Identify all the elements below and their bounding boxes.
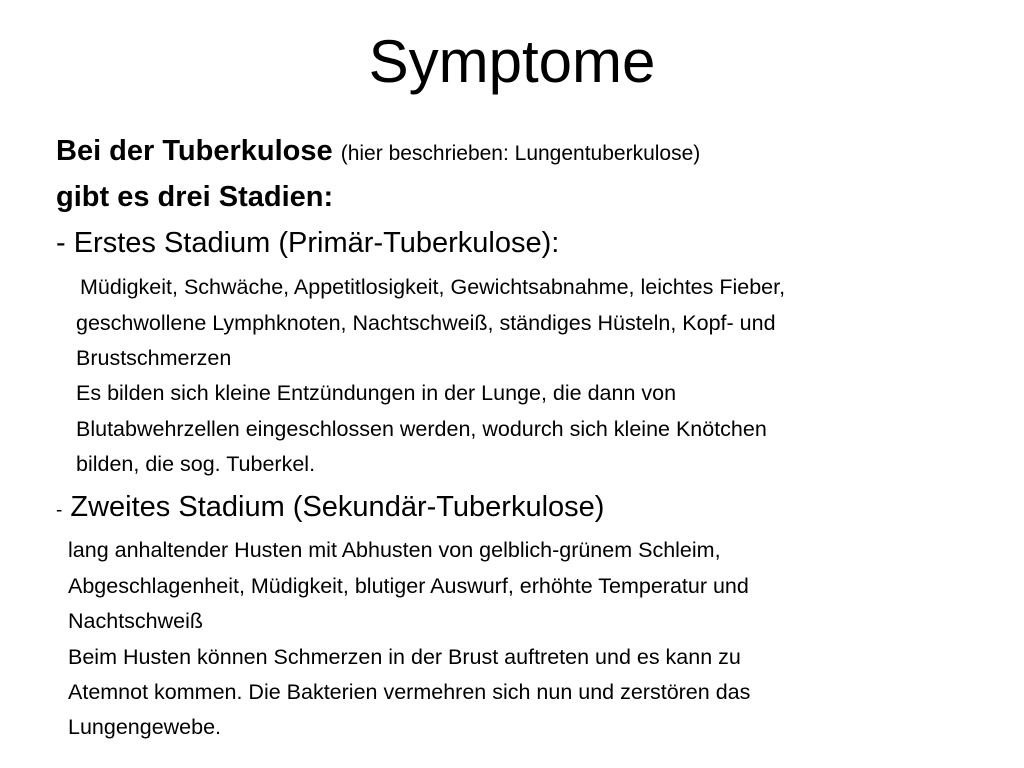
stage2-symptom-line: lang anhaltender Husten mit Abhusten von gelblich-grünem Schleim, bbox=[68, 538, 721, 562]
slide-title: Symptome bbox=[368, 28, 656, 95]
intro-note: (hier beschrieben: Lungentuberkulose) bbox=[340, 142, 701, 165]
stage2-description-line: Atemnot kommen. Die Bakterien vermehren sich nun und zerstören das bbox=[68, 680, 751, 704]
stage1-symptom-line: geschwollene Lymphknoten, Nachtschweiß, ständiges Hüsteln, Kopf- und bbox=[76, 311, 776, 335]
stage2-description-line: Lungengewebe. bbox=[68, 715, 222, 739]
stage2-symptom-line: Nachtschweiß bbox=[68, 609, 204, 633]
stage1-description-line: bilden, die sog. Tuberkel. bbox=[76, 452, 316, 476]
intro-line-2: gibt es drei Stadien: bbox=[56, 181, 334, 213]
stage2-symptom-line: Abgeschlagenheit, Müdigkeit, blutiger Auswurf, erhöhte Temperatur und bbox=[68, 574, 749, 598]
stage1-symptom-line: Brustschmerzen bbox=[76, 346, 232, 370]
intro-line-1 bbox=[56, 134, 700, 171]
stage2-heading: Zweites Stadium (Sekundär-Tuberkulose) bbox=[70, 491, 605, 523]
stage2-dash: - bbox=[56, 500, 63, 521]
stage1-description-line: Es bilden sich kleine Entzündungen in der Lunge, die dann von bbox=[76, 381, 677, 405]
stage2-heading-row bbox=[56, 490, 604, 528]
stage1-description-line: Blutabwehrzellen eingeschlossen werden, wodurch sich kleine Knötchen bbox=[76, 417, 767, 441]
stage1-heading: - Erstes Stadium (Primär-Tuberkulose): bbox=[56, 227, 560, 259]
stage1-symptom-line: Müdigkeit, Schwäche, Appetitlosigkeit, Gewichtsabnahme, leichtes Fieber, bbox=[80, 275, 786, 299]
intro-bold-text: Bei der Tuberkulose bbox=[56, 135, 333, 167]
stage2-description-line: Beim Husten können Schmerzen in der Brust auftreten und es kann zu bbox=[68, 645, 741, 669]
